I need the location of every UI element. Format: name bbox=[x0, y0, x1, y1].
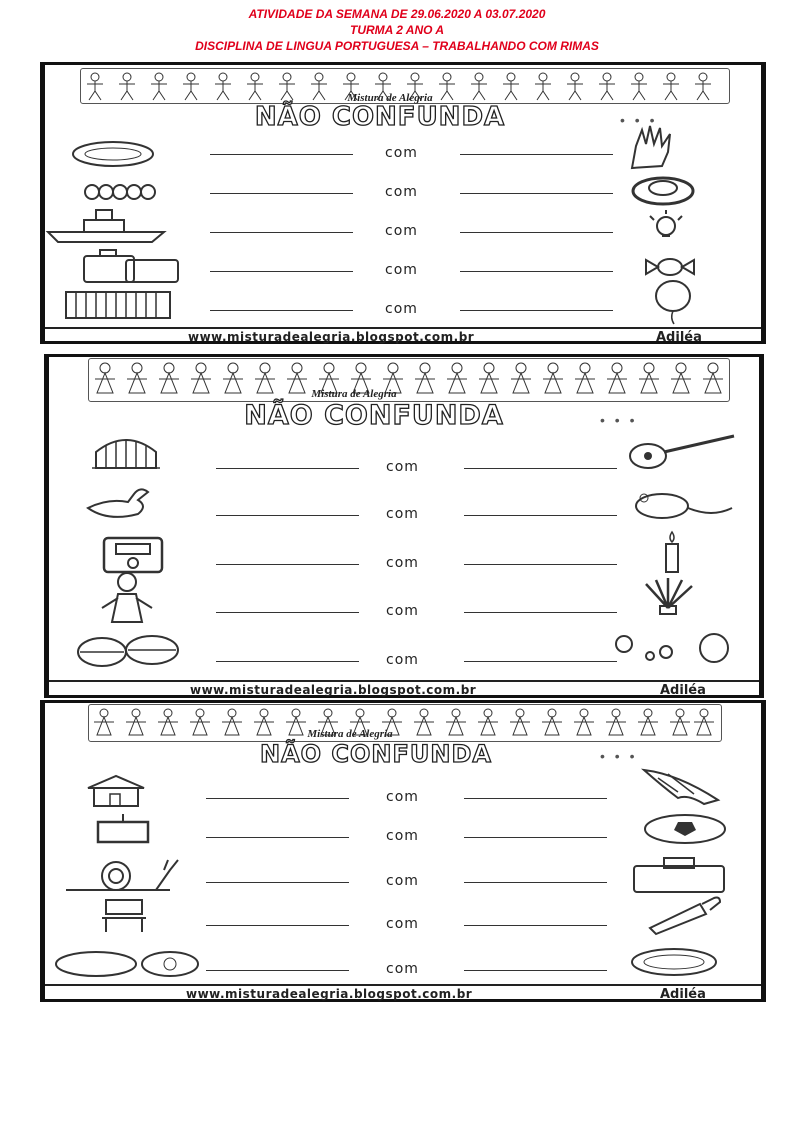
papaya-icon bbox=[68, 134, 158, 174]
answer-line-right[interactable] bbox=[464, 798, 607, 799]
connector-com: com bbox=[386, 789, 419, 805]
light-bulb-icon bbox=[636, 206, 696, 242]
connector-com: com bbox=[386, 555, 419, 571]
header-line-2: TURMA 2 ANO A bbox=[350, 23, 444, 37]
lunchbox-icon bbox=[628, 854, 730, 894]
header-line-1: ATIVIDADE DA SEMANA DE 29.06.2020 A 03.07.2020 bbox=[248, 7, 546, 21]
answer-line-left[interactable] bbox=[210, 232, 353, 233]
title-ellipsis: • • • bbox=[620, 112, 658, 128]
house-icon bbox=[84, 774, 148, 808]
page-title: NÃO CONFUNDA bbox=[254, 102, 506, 132]
footer-url: www.misturadealegria.blogspot.com.br bbox=[190, 683, 477, 697]
worksheet-3 bbox=[40, 700, 766, 1002]
duck-icon bbox=[78, 484, 178, 524]
plant-icon bbox=[636, 576, 700, 616]
answer-line-right[interactable] bbox=[464, 564, 617, 565]
hand-icon bbox=[622, 122, 692, 174]
answer-line-left[interactable] bbox=[216, 515, 359, 516]
answer-line-left[interactable] bbox=[206, 970, 349, 971]
answer-line-right[interactable] bbox=[464, 612, 617, 613]
header-line-3: DISCIPLINA DE LINGUA PORTUGUESA – TRABALHANDO COM RIMAS bbox=[195, 39, 599, 53]
answer-line-right[interactable] bbox=[464, 882, 607, 883]
blog-name: Mistura de Alegria bbox=[307, 728, 393, 740]
worksheet-2 bbox=[44, 354, 764, 698]
title-ellipsis: • • • bbox=[600, 412, 638, 428]
footer-author: Adiléa bbox=[660, 987, 706, 1002]
footer-author: Adiléa bbox=[656, 330, 702, 344]
page-title: NÃO CONFUNDA bbox=[260, 740, 492, 768]
lemon-icon bbox=[52, 946, 202, 982]
connector-com: com bbox=[385, 262, 418, 278]
chair-icon bbox=[94, 896, 154, 934]
answer-line-right[interactable] bbox=[460, 271, 613, 272]
answer-line-left[interactable] bbox=[216, 612, 359, 613]
worksheet-1 bbox=[40, 62, 766, 344]
connector-com: com bbox=[385, 301, 418, 317]
collar-icon bbox=[628, 174, 698, 208]
ship-icon bbox=[44, 206, 172, 246]
connector-com: com bbox=[386, 603, 419, 619]
soccer-ball-icon bbox=[640, 812, 730, 846]
cake-icon bbox=[90, 810, 156, 844]
answer-line-right[interactable] bbox=[464, 515, 617, 516]
candle-icon bbox=[652, 526, 692, 574]
mouse-icon bbox=[622, 488, 742, 524]
baby-bottle-icon bbox=[640, 890, 732, 936]
wing-icon bbox=[638, 764, 728, 810]
bubbles-icon bbox=[610, 632, 742, 666]
answer-line-left[interactable] bbox=[206, 925, 349, 926]
answer-line-right[interactable] bbox=[460, 310, 613, 311]
crib-icon bbox=[62, 286, 174, 322]
birdcage-icon bbox=[88, 432, 164, 472]
answer-line-right[interactable] bbox=[464, 925, 607, 926]
connector-com: com bbox=[385, 145, 418, 161]
answer-line-right[interactable] bbox=[460, 232, 613, 233]
connector-com: com bbox=[385, 184, 418, 200]
answer-line-left[interactable] bbox=[216, 564, 359, 565]
suitcase-icon bbox=[80, 246, 184, 284]
footer-url: www.misturadealegria.blogspot.com.br bbox=[186, 987, 473, 1001]
connector-com: com bbox=[386, 828, 419, 844]
answer-line-left[interactable] bbox=[206, 798, 349, 799]
answer-line-right[interactable] bbox=[464, 837, 607, 838]
answer-line-left[interactable] bbox=[210, 193, 353, 194]
connector-com: com bbox=[386, 506, 419, 522]
snail-icon bbox=[60, 854, 192, 898]
answer-line-left[interactable] bbox=[210, 310, 353, 311]
footer-url: www.misturadealegria.blogspot.com.br bbox=[188, 330, 475, 344]
caterpillar-icon bbox=[80, 178, 164, 206]
answer-line-right[interactable] bbox=[460, 154, 613, 155]
footer-author: Adiléa bbox=[660, 683, 706, 698]
answer-line-left[interactable] bbox=[216, 661, 359, 662]
title-ellipsis: • • • bbox=[600, 748, 638, 764]
page-title: NÃO CONFUNDA bbox=[244, 400, 504, 431]
answer-line-left[interactable] bbox=[206, 882, 349, 883]
papaya-icon bbox=[628, 944, 720, 980]
answer-line-right[interactable] bbox=[464, 468, 617, 469]
doll-icon bbox=[80, 570, 174, 626]
connector-com: com bbox=[386, 916, 419, 932]
answer-line-left[interactable] bbox=[210, 271, 353, 272]
guitar-icon bbox=[626, 432, 744, 472]
blog-name: Mistura de Alegria bbox=[311, 388, 397, 400]
connector-com: com bbox=[386, 652, 419, 668]
connector-com: com bbox=[385, 223, 418, 239]
answer-line-right[interactable] bbox=[464, 970, 607, 971]
answer-line-left[interactable] bbox=[210, 154, 353, 155]
connector-com: com bbox=[386, 873, 419, 889]
answer-line-left[interactable] bbox=[216, 468, 359, 469]
leaves-icon bbox=[72, 630, 188, 672]
answer-line-right[interactable] bbox=[464, 661, 617, 662]
connector-com: com bbox=[386, 961, 419, 977]
connector-com: com bbox=[386, 459, 419, 475]
balloon-icon bbox=[648, 278, 698, 326]
answer-line-right[interactable] bbox=[460, 193, 613, 194]
answer-line-left[interactable] bbox=[206, 837, 349, 838]
blog-name: Mistura de Alegria bbox=[347, 92, 433, 104]
